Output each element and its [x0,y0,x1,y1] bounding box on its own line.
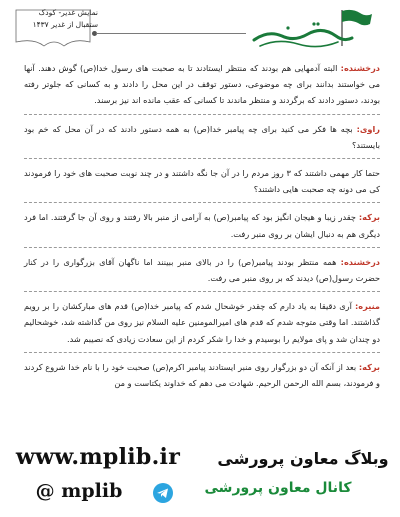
dialogue-paragraph [24,298,380,353]
dialogue-paragraph [24,359,380,391]
dialogue-paragraph [24,60,380,115]
header-subtitle-2: ستقبال از غدیر ۱۴۳۷ [32,20,98,29]
speaker-label: منیره: [355,301,380,312]
telegram-channel-label: کانال معاون پرورشی [204,480,352,496]
dialogue-text: همه منتظر بودند پیامبر(ص) را در بالای منبر ببینند اما ناگهان آقای بزرگواری را در کنار حضرت رسول(ص) دیدند که بر روی منبر می رفت. [24,256,380,284]
dashed-divider [24,158,380,159]
telegram-handle[interactable]: @ mplib [35,480,123,502]
dashed-divider [24,352,380,353]
dialogue-text: البته آدمهایی هم بودند که منتظر ایستادند تا به صحبت های رسول خدا(ص) گوش دهند. آنها می خواستند بدانند برای چه موضوعی، دستور توقف در این محل را دادند و به کسانی که جلوتر رفته بودند، دستور دادند که برگردند و منتظر ماندند تا کسانی که عقب مانده اند نیز برسند. [24,63,380,106]
logo-flag-icon [248,6,374,52]
speaker-label: درخشنده: [340,63,380,73]
dialogue-paragraph [24,209,380,247]
script-body [24,60,380,397]
dialogue-paragraph [24,254,380,292]
dialogue-text: بچه ها فکر می کنید برای چه پیامبر خدا(ص) به همه دستور دادند که در آن محل که خم بود بایستند؟ [24,123,380,150]
dialogue-text: چقدر زیبا و هیجان انگیز بود که پیامبر(ص) به آرامی از منبر بالا رفتند و روی آن جا گرفتند. اما فرد دیگری هم به دنبال ایشان بر روی منبر رفت. [24,212,380,239]
telegram-icon [152,482,174,504]
dashed-divider [24,114,380,115]
dashed-divider [24,247,380,248]
logo-text [270,24,274,25]
header-subtitle-1: نمایش غدیر- کودک [38,8,98,17]
dialogue-text: آری دقیقا به یاد دارم که چقدر خوشحال شدم که پیامبر خدا(ص) قدم های مبارکشان را بر رویم گذاشتند. اما وقتی متوجه شدم که قدم های امیرالمومنین علیه السلام نیز روی من گذاشته شد، خوشحالیم دو چندان شد و پای مولایم را بوسیدم و خدا را شکر کردم از این سعادت زیادی که نصیبم شد. [24,301,380,344]
website-link[interactable]: www.mplib.ir [15,444,181,470]
speaker-label: درخشنده: [340,256,380,267]
blog-title: وبلاگ معاون پرورشی [217,449,389,468]
speaker-label: برکه: [358,361,380,372]
header-rule [96,33,246,34]
montazeran-logo [248,6,374,52]
dialogue-paragraph [24,165,380,203]
speaker-label: برکه: [358,212,380,223]
dialogue-text: حتما کار مهمی داشتند که ۳ روز مردم را در آن جا نگه داشتند و در چند نوبت صحبت های خود را فرمودند کی می دونه چه صحبت هایی داشتند؟ [24,168,380,195]
dashed-divider [24,202,380,203]
dialogue-text: بعد از آنکه آن دو بزرگوار روی منبر ایستادند پیامبر اکرم(ص) صحبت خود را با نام خدا شروع کردند و فرمودند، بسم الله الرحمن الرحیم. شهادت می دهم که خداوند یکتاست و من [24,361,380,389]
speaker-label: راوی: [356,123,380,134]
dashed-divider [24,291,380,292]
dialogue-paragraph [24,121,380,159]
